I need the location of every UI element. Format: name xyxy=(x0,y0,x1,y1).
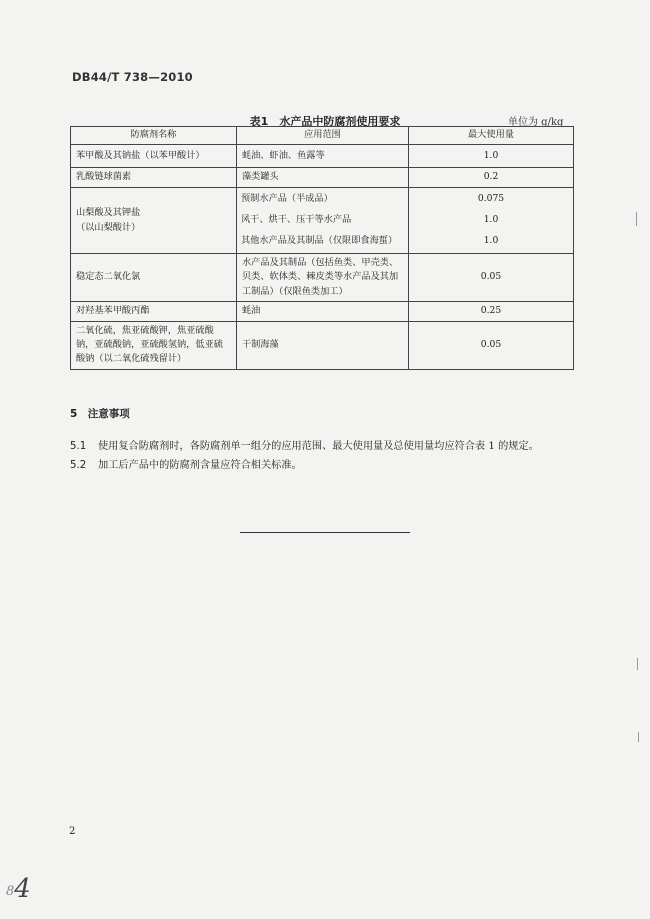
max-usage-list xyxy=(409,188,574,254)
handwritten-page-mark: 84 xyxy=(6,874,31,904)
clause-number: 5.1 xyxy=(70,441,87,452)
max-usage: 1.0 xyxy=(409,145,574,168)
header-preservative-name: 防腐剂名称 xyxy=(71,127,237,145)
application-scope: 其他水产品及其制品（仅限即食海蜇） xyxy=(241,235,398,247)
preservative-name: 苯甲酸及其钠盐（以苯甲酸计） xyxy=(71,145,237,168)
application-scope: 风干、烘干、压干等水产品 xyxy=(241,214,352,226)
clause-number: 5.2 xyxy=(70,460,87,471)
preservative-name: 二氧化硫，焦亚硫酸钾，焦亚硫酸钠，亚硫酸钠，亚硫酸氢钠，低亚硫酸钠（以二氧化硫残留计） xyxy=(71,321,237,369)
preservative-table-container xyxy=(70,126,573,370)
end-of-document-rule xyxy=(240,532,410,533)
application-scope: 蚝油 xyxy=(237,301,409,321)
application-scope: 蚝油、虾油、鱼露等 xyxy=(237,145,409,168)
max-usage: 0.2 xyxy=(409,168,574,188)
application-scope: 干制海藻 xyxy=(237,321,409,369)
scan-edge-mark xyxy=(638,732,639,742)
application-scope-list xyxy=(237,188,409,254)
clause-text: 加工后产品中的防腐剂含量应符合相关标准。 xyxy=(98,460,302,471)
scan-edge-mark xyxy=(637,658,638,670)
preservative-name: 对羟基苯甲酸丙酯 xyxy=(71,301,237,321)
max-usage: 0.25 xyxy=(409,301,574,321)
table-row xyxy=(71,301,574,321)
max-usage: 0.075 xyxy=(477,193,505,205)
clause-5-2 xyxy=(70,456,302,471)
document-id: DB44/T 738—2010 xyxy=(72,70,193,84)
table-row xyxy=(71,188,574,254)
table-row xyxy=(71,254,574,302)
preservative-table xyxy=(70,126,574,370)
max-usage: 0.05 xyxy=(409,254,574,302)
table-caption: 表1 水产品中防腐剂使用要求 xyxy=(249,115,401,128)
unit-label: 单位为 g/kg xyxy=(508,117,564,128)
max-usage: 1.0 xyxy=(483,214,499,226)
scan-edge-mark xyxy=(636,212,637,226)
table-row xyxy=(71,321,574,369)
section-heading: 5 注意事项 xyxy=(70,408,130,420)
application-scope: 藻类罐头 xyxy=(237,168,409,188)
table-header-row xyxy=(71,127,574,145)
header-max-usage: 最大使用量 xyxy=(409,127,574,145)
max-usage: 1.0 xyxy=(483,235,499,247)
application-scope: 预制水产品（半成品） xyxy=(241,193,333,205)
table-row xyxy=(71,168,574,188)
table-row xyxy=(71,145,574,168)
max-usage: 0.05 xyxy=(409,321,574,369)
preservative-name: 山梨酸及其钾盐 （以山梨酸计） xyxy=(71,188,237,254)
clause-text: 使用复合防腐剂时，各防腐剂单一组分的应用范围、最大使用量及总使用量均应符合表 1 的规定。 xyxy=(98,441,539,452)
header-application-scope: 应用范围 xyxy=(237,127,409,145)
clause-5-1 xyxy=(70,437,539,452)
preservative-name: 乳酸链球菌素 xyxy=(71,168,237,188)
preservative-name: 稳定态二氧化氯 xyxy=(71,254,237,302)
page-number: 2 xyxy=(69,826,76,837)
application-scope: 水产品及其制品（包括鱼类、甲壳类、贝类、软体类、棘皮类等水产品及其加工制品）（仅限鱼类加工） xyxy=(237,254,409,302)
